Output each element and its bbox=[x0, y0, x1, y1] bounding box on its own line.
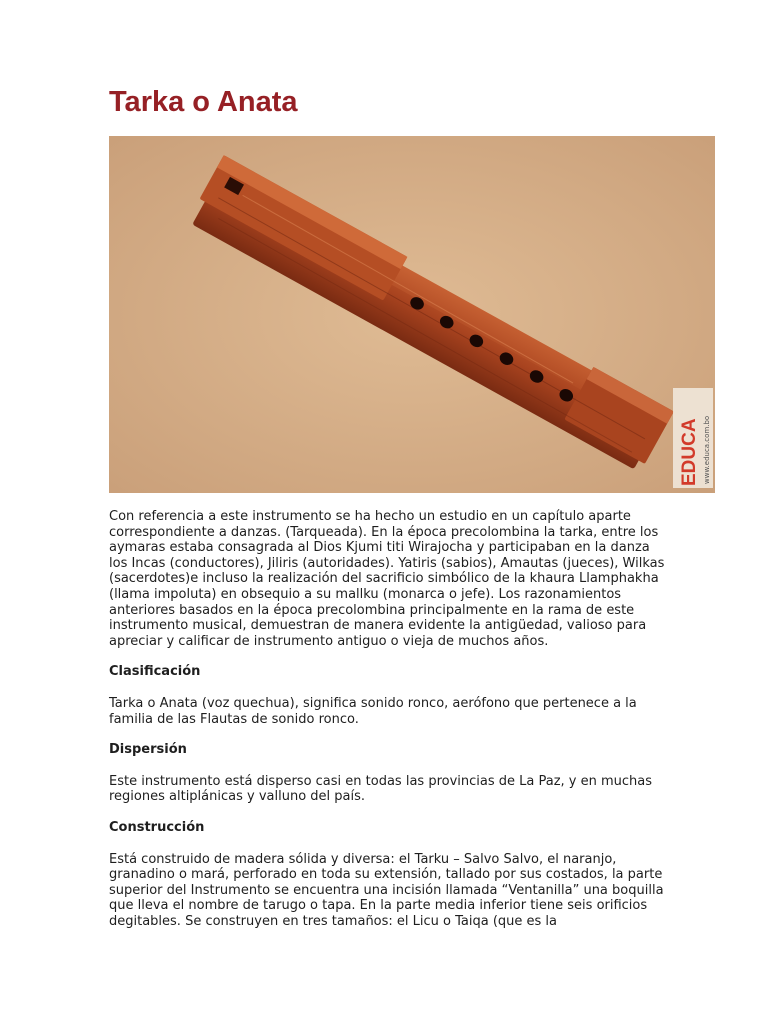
page-title: Tarka o Anata bbox=[109, 86, 298, 118]
article-body bbox=[109, 509, 669, 929]
paragraph-dispersion: Este instrumento está disperso casi en todas las provincias de La Paz, y en muchas regiones altiplánicas y valluno del país. bbox=[109, 773, 653, 805]
heading-construccion: Construcción bbox=[109, 819, 205, 835]
watermark-url: www.educa.com.bo bbox=[703, 415, 711, 484]
intro-paragraph: Con referencia a este instrumento se ha hecho un estudio en un capítulo aparte correspondiente a danzas. (Tarqueada). En la época precolombina la tarka, entre los aymaras estaba consagrada al Dios Kjumi titi Wirajocha y participaban en la danza los Incas (conductores), Jiliris (autoridades). Yatiris (sabios), Amautas (jueces), Wilkas (sacerdotes)e incluso la realización del sacrificio simbólico de la khaura Llamphakha (llama impoluta) en obsequio a su mallku (monarca o jefe). Los razonamientos anteriores basados en la época precolombina principalmente en la rama de este instrumento musical, demuestran de manera evidente la antigüedad, valioso para apreciar y calificar de instrumento antiguo o vieja de muchos años. bbox=[109, 509, 665, 649]
tarka-photo bbox=[109, 136, 715, 493]
watermark-brand: EDUCA bbox=[679, 418, 700, 486]
paragraph-construccion: Está construido de madera sólida y diversa: el Tarku – Salvo Salvo, el naranjo, granadino o mará, perforado en toda su extensión, tallado por sus costados, la parte superior del Instrumento se encuentra una incisión llamada “Ventanilla” una boquilla que lleva el nombre de tarugo o tapa. En la parte media inferior tiene seis orificios degitables. Se construyen en tres tamaños: el Licu o Taiqa (que es la bbox=[109, 851, 664, 929]
heading-dispersion: Dispersión bbox=[109, 742, 187, 758]
educa-watermark bbox=[673, 388, 713, 488]
paragraph-clasificacion: Tarka o Anata (voz quechua), significa sonido ronco, aerófono que pertenece a la familia de las Flautas de sonido ronco. bbox=[109, 695, 637, 727]
tarka-flute-illustration bbox=[109, 136, 715, 493]
heading-clasificacion: Clasificación bbox=[109, 664, 201, 680]
